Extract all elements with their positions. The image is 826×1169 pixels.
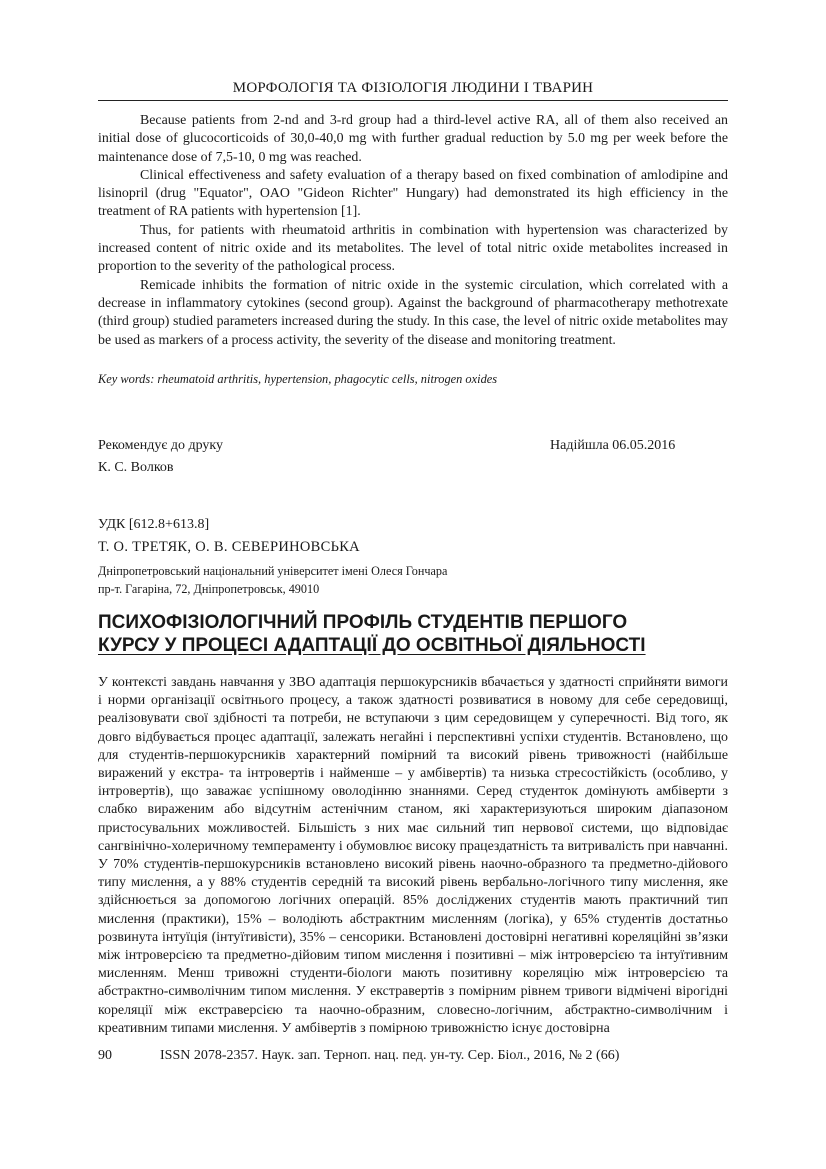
header-rule <box>98 100 728 101</box>
affiliation <box>98 562 447 598</box>
affiliation-address: пр-т. Гагаріна, 72, Дніпропетровськ, 49010 <box>98 582 320 596</box>
keywords: Key words: rheumatoid arthritis, hypertension, phagocytic cells, nitrogen oxides <box>98 372 498 386</box>
paragraph: Clinical effectiveness and safety evaluation of a therapy based on fixed combination of amlodipine and lisinopril (drug "Equator", OAO "Gideon Richter" Hungary) had demonstrated its high efficiency in the treatment of RA patients with hypertension [1]. <box>98 167 728 220</box>
title-line-1: ПСИХОФІЗІОЛОГІЧНИЙ ПРОФІЛЬ СТУДЕНТІВ ПЕРШОГО <box>98 612 628 633</box>
received-date: Надійшла 06.05.2016 <box>550 438 676 453</box>
affiliation-university: Дніпропетровський національний університет імені Олеся Гончара <box>98 564 448 578</box>
paragraph: Thus, for patients with rheumatoid arthritis in combination with hypertension was characterized by increased content of nitric oxide and its metabolites. The level of total nitric oxide metabolites increased in proportion to the severity of the pathological process. <box>98 222 728 275</box>
abstract-text: У контексті завдань навчання у ЗВО адаптація першокурсників вбачається у здатності сприйняти вимоги і норми організації освітнього процесу, а також здатності розвиватися в новому для себе середовищі, реалізовувати свої здібності та потреби, не вступаючи з цим середовищем у суперечності. Від того, як довго відбувається процес адаптації, залежать негайні і перспективні успіхи студентів. Встановлено, що для студентів-першокурсників характерний помірний та високий рівень тривожності (найбільше виражений у екстра- та інтровертів і найменше – у амбівертів) та низька стресостійкість (особливо, у інтровертів), що заважає успішному оволодінню знаннями. Серед студенток домінують амбіверти з слабко вираженим або відсутнім астенічним станом, які характеризуються широким діапазоном пристосувальних можливостей. Більшість з них має сильний тип нервової системи, що відповідає сангвінічно-холеричному темпераменту і обумовлює високу працездатність та витривалість при навчанні. У 70% студентів-першокурсників встановлено високий рівень наочно-образного та предметно-дійового типу мислення, а у 88% студентів середній та високий рівень вербально-логічного типу мислення, яке здійснюється за допомогою логічних операцій. 85% досліджених студентів мають практичний тип мислення (практики), 15% – володіють абстрактним мисленням (логіка), у 65% студентів достатньо розвинута інтуїція (інтуїтивісти), 35% – сенсорики. Встановлені достовірні негативні кореляційні зв’язки між інтроверсією та предметно-дійовим типом мислення і позитивні – між інтроверсією та інтуїтивним мисленням. Менш тривожні студенти-біологи мають позитивну кореляцію між інтроверсією та абстрактно-символічним типом мислення. У екстравертів з помірним рівнем тривоги відмічені вірогідні кореляції між екстраверсією та наочно-образним, словесно-логічним, абстрактно-символічним і креативним типами мислення. У амбівертів з помірною тривожністю існує достовірна <box>98 675 728 1036</box>
article-title <box>98 611 738 657</box>
paragraph: Remicade inhibits the formation of nitric oxide in the systemic circulation, which correlated with a decrease in inflammatory cytokines (second group). Against the background of pharmacotherapy methotrexate (third group) studied parameters increased during the study. In this case, the level of nitric oxide metabolites may be used as markers of a process activity, the severity of the disease and monitoring treatment. <box>98 277 728 348</box>
recommender-name: К. С. Волков <box>98 460 174 475</box>
paragraph: Because patients from 2-nd and 3-rd group had a third-level active RA, all of them also received an initial dose of glucocorticoids of 30,0-40,0 mg with further gradual reduction by 5.0 mg per week before the maintenance dose of 7,5-10, 0 mg was reached. <box>98 113 728 165</box>
page-number: 90 <box>98 1048 112 1063</box>
page-footer <box>98 1048 619 1064</box>
title-line-2: КУРСУ У ПРОЦЕСІ АДАПТАЦІЇ ДО ОСВІТНЬОЇ ДІЯЛЬНОСТІ <box>98 635 646 656</box>
running-header: МОРФОЛОГІЯ ТА ФІЗІОЛОГІЯ ЛЮДИНИ І ТВАРИН <box>232 80 594 96</box>
english-text-block <box>98 112 728 350</box>
udk-code: УДК [612.8+613.8] <box>98 517 210 532</box>
article-authors: Т. О. ТРЕТЯК, О. В. СЕВЕРИНОВСЬКА <box>98 539 360 555</box>
recommendation-label: Рекомендує до друку <box>98 438 224 453</box>
journal-citation: ISSN 2078-2357. Наук. зап. Терноп. нац. пед. ун-ту. Сер. Біол., 2016, № 2 (66) <box>160 1048 620 1063</box>
